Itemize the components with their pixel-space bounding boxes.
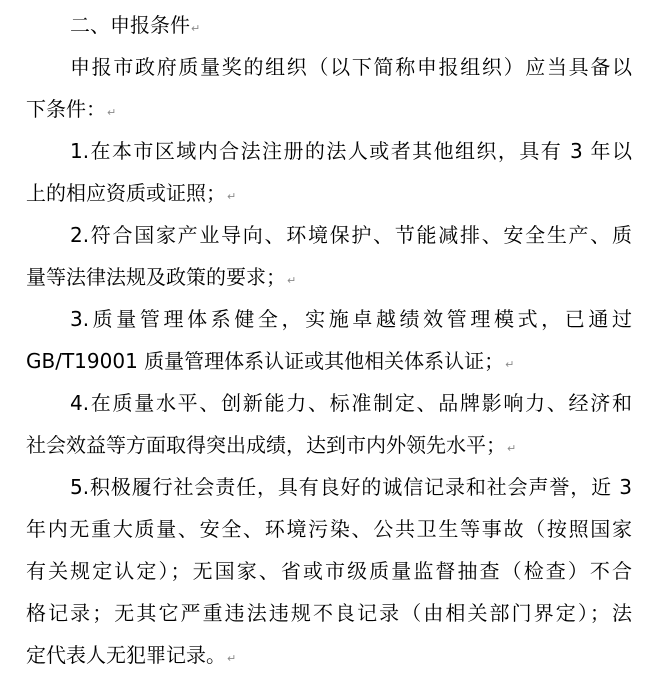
paragraph-mark-icon: ↵: [507, 442, 517, 455]
text-line: [26, 256, 632, 298]
text-line-content: 4.在质量水平、创新能力、标准制定、品牌影响力、经济和: [70, 391, 632, 415]
text-line: [26, 130, 632, 172]
paragraph-mark-icon: ↵: [191, 22, 201, 35]
text-line: [26, 340, 632, 382]
text-line-content: 5.积极履行社会责任，具有良好的诚信记录和社会声誉，近 3: [70, 475, 632, 499]
text-line: [26, 466, 632, 508]
paragraph-mark-icon: ↵: [505, 358, 515, 371]
paragraph-mark-icon: ↵: [287, 274, 297, 287]
section-heading: [26, 4, 632, 46]
text-line: [26, 424, 632, 466]
paragraph-mark-icon: ↵: [227, 652, 237, 665]
text-line: [26, 214, 632, 256]
text-line-content: GB/T19001 质量管理体系认证或其他相关体系认证；: [26, 349, 505, 373]
text-line: [26, 88, 632, 130]
text-line-content: 有关规定认定）；无国家、省或市级质量监督抽查（检查）不合: [26, 559, 632, 583]
section-heading-text: 二、申报条件: [70, 13, 190, 37]
text-line-content: 定代表人无犯罪记录。: [26, 643, 226, 667]
text-line-content: 申报市政府质量奖的组织（以下简称申报组织）应当具备以: [70, 55, 632, 79]
paragraph-mark-icon: ↵: [107, 106, 117, 119]
document-body: [26, 46, 632, 676]
text-line-content: 社会效益等方面取得突出成绩，达到市内外领先水平；: [26, 433, 506, 457]
text-line-content: 下条件：: [26, 97, 106, 121]
text-line-content: 3.质量管理体系健全，实施卓越绩效管理模式，已通过: [70, 307, 632, 331]
text-line-content: 量等法律法规及政策的要求；: [26, 265, 286, 289]
text-line: [26, 172, 632, 214]
text-line: [26, 634, 632, 676]
text-line: [26, 508, 632, 550]
document-page: [26, 4, 632, 676]
text-line-content: 格记录；无其它严重违法违规不良记录（由相关部门界定）；法: [26, 601, 632, 625]
text-line-content: 2.符合国家产业导向、环境保护、节能减排、安全生产、质: [70, 223, 632, 247]
text-line: [26, 298, 632, 340]
text-line: [26, 592, 632, 634]
paragraph-mark-icon: ↵: [227, 190, 237, 203]
text-line: [26, 550, 632, 592]
text-line-content: 上的相应资质或证照；: [26, 181, 226, 205]
text-line: [26, 46, 632, 88]
text-line-content: 1.在本市区域内合法注册的法人或者其他组织，具有 3 年以: [70, 139, 632, 163]
text-line-content: 年内无重大质量、安全、环境污染、公共卫生等事故（按照国家: [26, 517, 632, 541]
text-line: [26, 382, 632, 424]
